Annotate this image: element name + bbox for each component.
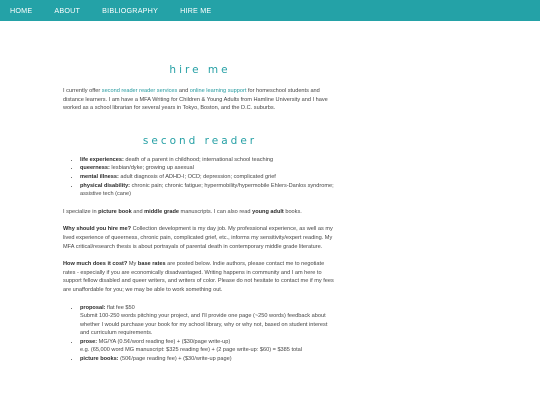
- intro-text: and: [177, 88, 190, 94]
- text: are posted below. Indie authors, please contact me to negotiate rates - especially if you are economically disadvantaged. Writing happens in community and I am here to support fellow disabled and queer writers, and writers of color. Please do not hesitate to contact me if my fees are unaffordable for you; we may be able to work something out.: [63, 261, 334, 293]
- item-label: life experiences:: [80, 156, 124, 163]
- top-navbar: [0, 0, 540, 21]
- bold-text: picture book: [98, 208, 132, 215]
- bold-text: young adult: [252, 208, 284, 215]
- rate-text: (50¢/page reading fee) + ($30/write-up page): [118, 356, 232, 363]
- why-hire-answer: Collection development is my day job. My professional experience, as well as my lived experience of queerness, chronic pain, complicated grief, etc., informs my sensitivity/expert reading. My MFA critical/research thesis is about portrayals of parental death in contemporary middle grade literature.: [63, 226, 333, 250]
- list-item: [80, 173, 337, 182]
- cost-paragraph: [63, 260, 337, 294]
- list-item: [80, 164, 337, 173]
- rate-label: proposal:: [80, 304, 106, 311]
- rate-detail: e.g. (65,000 word MG manuscript: $325 reading fee) + (2 page write-up: $60) = $385 total: [80, 347, 303, 354]
- rate-detail: Submit 100-250 words pitching your project, and I'll provide one page (~250 words) feedback about whether I would purchase your book for my school library, why or why not, based on student interest and curriculum requirements.: [80, 313, 328, 337]
- nav-about[interactable]: ABOUT: [54, 6, 81, 15]
- intro-text: I currently offer: [63, 88, 102, 94]
- rate-text: flat fee $50: [105, 304, 135, 311]
- list-item: [80, 156, 337, 165]
- item-label: physical disability:: [80, 182, 131, 189]
- nav-bibliography[interactable]: BIBLIOGRAPHY: [102, 6, 159, 15]
- item-text: chronic pain; chronic fatigue; hypermobility/hypermobile Ehlers-Danlos syndrome; assistive tech (cane): [80, 182, 334, 198]
- bold-text: middle grade: [144, 208, 179, 215]
- text: manuscripts. I can also read: [179, 208, 253, 215]
- rate-label: prose:: [80, 338, 98, 345]
- rate-item: [80, 355, 337, 364]
- second-reader-heading: second reader: [142, 134, 258, 147]
- why-hire-paragraph: [63, 225, 337, 251]
- second-reader-services-link[interactable]: second reader reader services: [101, 88, 178, 94]
- online-learning-support-link[interactable]: online learning support: [189, 88, 247, 94]
- page-title: hire me: [169, 64, 231, 76]
- nav-home[interactable]: HOME: [10, 6, 33, 15]
- text: My: [127, 261, 138, 268]
- rates-list: [63, 304, 337, 364]
- list-item: [80, 182, 337, 199]
- item-text: adult diagnosis of ADHD-I; OCD; depression; complicated grief: [118, 173, 276, 180]
- item-label: queerness:: [80, 165, 110, 172]
- rate-item: [80, 304, 337, 338]
- intro-paragraph: [63, 87, 337, 113]
- main-content: [63, 21, 337, 373]
- text: books.: [283, 208, 302, 215]
- item-text: death of a parent in childhood; international school teaching: [123, 156, 274, 163]
- why-hire-question: Why should you hire me?: [63, 226, 132, 233]
- item-text: lesbian/dyke; growing up asexual: [109, 165, 194, 172]
- specialize-paragraph: [63, 208, 337, 217]
- text: and: [131, 208, 145, 215]
- rate-item: [80, 338, 337, 355]
- rate-label: picture books:: [80, 356, 119, 363]
- rate-text: MG/YA (0.5¢/word reading fee) + ($30/page write-up): [97, 338, 231, 345]
- text: I specialize in: [63, 208, 99, 215]
- intro-text: for homeschool students and distance learners. I am have a MFA Writing for Children & Young Adults from Hamline University and I have worked as a school librarian for several years in Tokyo, Boston, and the D.C. suburbs.: [63, 88, 328, 112]
- bold-text: base rates: [137, 261, 166, 268]
- item-label: mental illness:: [80, 173, 119, 180]
- nav-hire-me[interactable]: HIRE ME: [180, 6, 212, 15]
- cost-question: How much does it cost?: [63, 261, 128, 268]
- lived-experience-list: [63, 156, 337, 199]
